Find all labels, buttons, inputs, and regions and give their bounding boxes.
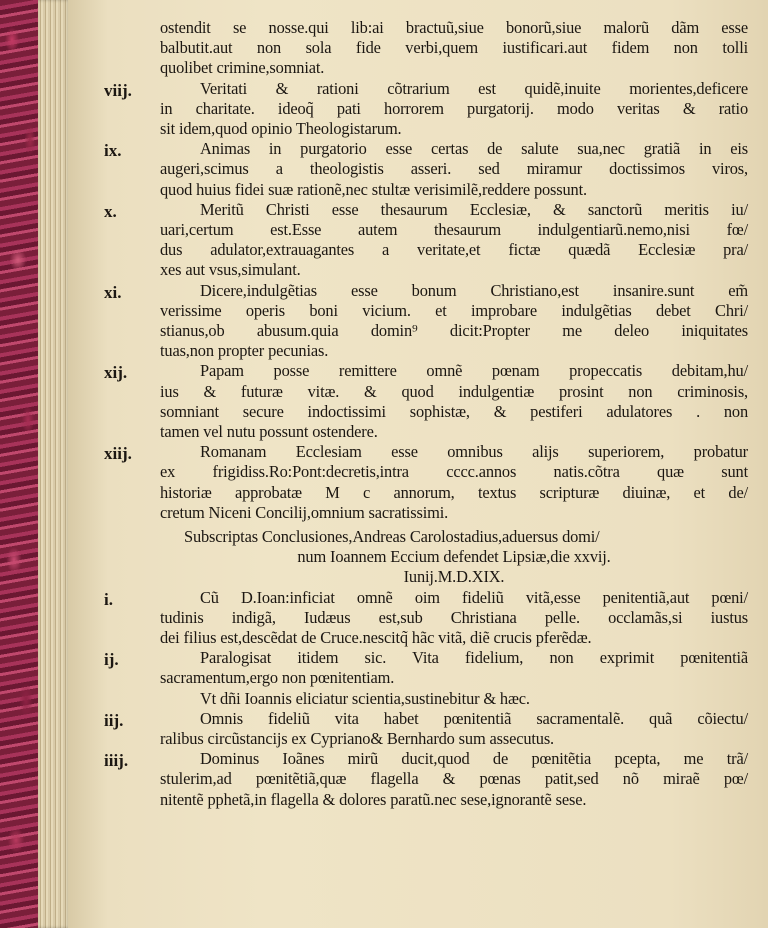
margin-numeral: iij. [104,710,124,730]
text-line: ralibus circũstancijs ex Cypriano& Bernhardo sum assecutus. [160,729,554,748]
margin-numeral: xij. [104,363,128,383]
text-line: xes aut vsus,simulant. [160,260,301,280]
text-line: Veritati & rationi cõtrarium est quidẽ,inuite morientes,deficere [200,78,748,98]
text-line: tudinis indigã, Iudæus est,sub Christiana pelle. occlamãs,si iustus [160,607,748,627]
text-line: Animas in purgatorio esse certas de salute sua,nec gratiã in eis [200,139,748,159]
text-line: Vt dñi Ioannis eliciatur scientia,sustinebitur & hæc. [200,688,530,708]
text-line: Romanam Ecclesiam esse omnibus alijs superiorem, probatur [200,442,748,462]
text-line: stianus,ob abusum.quia domin⁹ dicit:Propter me deleo iniquitates [160,321,748,340]
text-line: verissime operis boni vicium. et improbare indulgẽtias debet Chri/ [160,300,748,320]
text-line: in charitate. ideoq̃ pati horrorem purgatorij. modo veritas & ratio [160,98,748,118]
text-line: Omnis fideliũ vita habet pœnitentiã sacramentalẽ. quã cõiectu/ [200,708,748,728]
margin-numeral: ix. [104,141,122,161]
text-line: Cũ D.Ioan:inficiat omnẽ oim fideliũ vitã,esse penitentiã,aut pœni/ [200,587,748,607]
text-line: sit idem,quod opinio Theologistarum. [160,119,402,138]
section-heading-line: Subscriptas Conclusiones,Andreas Carolostadius,aduersus domi/ [184,527,600,546]
book-page [68,0,768,928]
text-line: somniant secure indoctissimi sophistæ, & pestiferi adulatores . non [160,401,748,421]
text-line: cretum Niceni Concilij,omnium sacratissimi. [160,502,449,522]
text-line: nitentẽ pphetã,in flagella & dolores paratũ.nec sese,ignorantẽ sese. [160,789,587,809]
margin-numeral: i. [104,589,113,609]
text-line: ex frigidiss.Ro:Pont:decretis,intra cccc.annos natis.cõtra quæ sunt [160,462,748,482]
text-line: Paralogisat itidem sic. Vita fidelium, non exprimit pœnitentiã [200,648,748,668]
text-line: quolibet crimine,somniat. [160,58,325,78]
text-line: tuas,non propter pecunias. [160,341,329,361]
text-line: tamen vel nutu possunt ostendere. [160,422,378,441]
text-line: dus adulator,extrauagantes a veritate,et fictæ quædã Ecclesiæ pra/ [160,240,748,260]
text-line: historiæ approbatæ M c annorum, textus scripturæ diuinæ, et de/ [160,482,748,502]
text-line: augeri,scimus a theologistis asseri. sed miramur doctissimos viros, [160,159,748,179]
margin-numeral: iiij. [104,751,129,771]
margin-numeral: x. [104,201,117,221]
text-line: dei filius est,descẽdat de Cruce.nescitq̃ hãc vitã, diẽ crucis pferẽdæ. [160,628,592,647]
section-heading-line: Iunij.M.D.XIX. [403,567,505,587]
page-edges [38,0,70,928]
text-line: Papam posse remittere omnẽ pœnam propeccatis debitam,hu/ [200,361,748,381]
text-line: balbutit.aut non sola fide verbi,quem iustificari.aut fidem non tolli [160,38,748,58]
text-line: Dominus Ioãnes mirũ ducit,quod de pœnitẽtia pcepta, me trã/ [200,749,748,769]
text-line: ostendit se nosse.qui lib:ai bractuũ,siue bonorũ,siue malorũ dãm esse [160,18,748,37]
text-line: uari,certum est.Esse autem thesaurum indulgentiarũ.nemo,nisi fœ/ [160,220,748,239]
margin-numeral: xi. [104,282,122,302]
text-line: Dicere,indulgẽtias esse bonum Christiano,est insanire.sunt em̃ [200,280,748,300]
text-line: ius & futuræ vitæ. & quod indulgentiæ prosint non criminosis, [160,381,748,401]
text-line: quod huius fidei suæ rationẽ,nec stultæ verisimilẽ,reddere possunt. [160,179,587,199]
section-heading-line: num Ioannem Eccium defendet Lipsiæ,die xxvij. [297,547,611,567]
margin-numeral: viij. [104,80,132,100]
margin-numeral: xiij. [104,444,132,464]
text-line: stulerim,ad pœnitẽtiã,quæ flagella & pœnas patit,sed nõ miraẽ pœ/ [160,769,748,789]
text-line: Meritũ Christi esse thesaurum Ecclesiæ, & sanctorũ meritis iu/ [200,199,748,219]
text-line: sacramentum,ergo non pœnitentiam. [160,668,395,688]
margin-numeral: ij. [104,650,119,670]
